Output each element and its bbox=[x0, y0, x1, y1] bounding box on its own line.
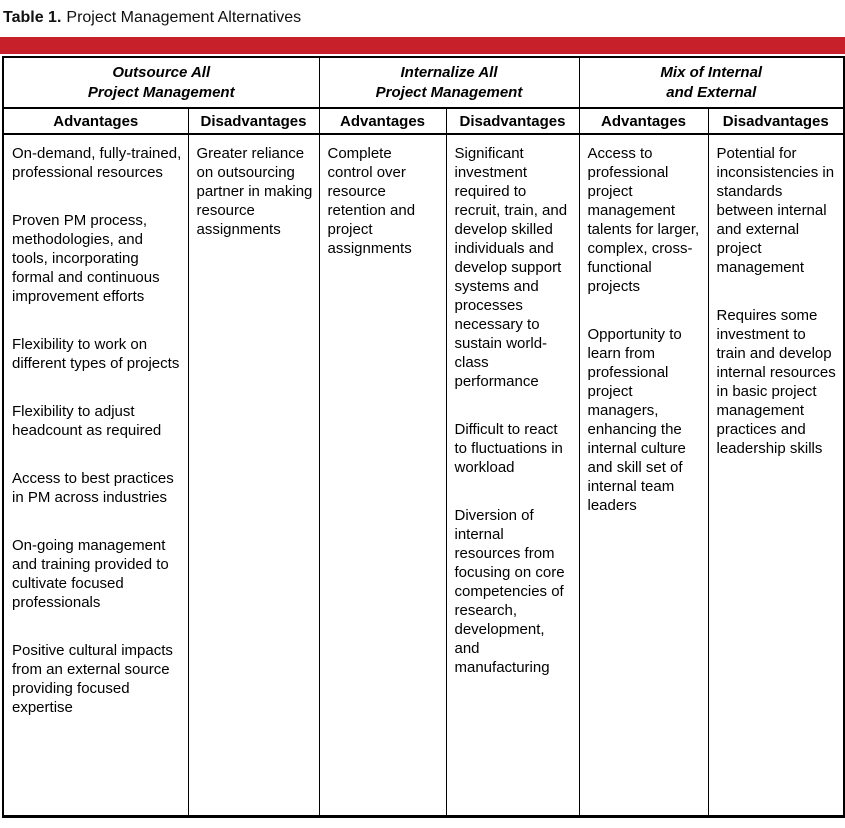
cell-paragraph: Flexibility to work on different types of projects bbox=[12, 336, 180, 372]
cell-outsource-advantages bbox=[3, 134, 188, 816]
cell-paragraph: Diversion of internal resources from focusing on core competencies of research, development, and manufacturing bbox=[454, 507, 565, 676]
cell-paragraph: On-going management and training provided to cultivate focused professionals bbox=[12, 537, 169, 611]
column-header-outsource-disadvantages: Disadvantages bbox=[188, 108, 319, 134]
cell-outsource-disadvantages bbox=[188, 134, 319, 816]
group-header-line1: Outsource All bbox=[112, 63, 211, 81]
column-header-mix-advantages: Advantages bbox=[579, 108, 708, 134]
column-header-internalize-advantages: Advantages bbox=[319, 108, 446, 134]
cell-paragraph: Potential for inconsistencies in standards between internal and external project management bbox=[716, 145, 835, 276]
table-title-text: Project Management Alternatives bbox=[66, 9, 302, 26]
page bbox=[0, 7, 845, 828]
column-header-mix-disadvantages: Disadvantages bbox=[708, 108, 844, 134]
cell-internalize-disadvantages bbox=[446, 134, 579, 816]
accent-bar bbox=[0, 37, 845, 54]
cell-paragraph: On-demand, fully-trained, professional resources bbox=[12, 145, 182, 181]
column-header-row bbox=[3, 108, 844, 134]
cell-paragraph: Proven PM process, methodologies, and tools, incorporating formal and continuous improvement efforts bbox=[12, 212, 160, 305]
group-header-internalize bbox=[319, 57, 579, 108]
pm-alternatives-table bbox=[2, 56, 845, 818]
cell-paragraph: Complete control over resource retention and project assignments bbox=[327, 145, 416, 257]
group-header-line1: Mix of Internal bbox=[660, 63, 763, 81]
group-header-line2: Project Management bbox=[87, 83, 235, 101]
table-number-label: Table 1. bbox=[3, 9, 62, 26]
group-header-line2: and External bbox=[666, 83, 757, 101]
column-header-internalize-disadvantages: Disadvantages bbox=[446, 108, 579, 134]
cell-paragraph: Access to professional project management talents for larger, complex, cross-functional projects bbox=[587, 145, 700, 295]
cell-mix-disadvantages bbox=[708, 134, 844, 816]
group-header-line2: Project Management bbox=[375, 83, 523, 101]
group-header-row bbox=[3, 57, 844, 108]
cell-paragraph: Greater reliance on outsourcing partner in making resource assignments bbox=[196, 145, 313, 238]
document-title bbox=[3, 7, 845, 28]
table-row bbox=[3, 134, 844, 816]
table-body bbox=[3, 134, 844, 816]
cell-paragraph: Flexibility to adjust headcount as required bbox=[12, 403, 162, 439]
cell-paragraph: Positive cultural impacts from an external source providing focused expertise bbox=[12, 642, 173, 716]
cell-paragraph: Opportunity to learn from professional project managers, enhancing the internal culture and skill set of internal team leaders bbox=[587, 326, 686, 514]
cell-paragraph: Difficult to react to fluctuations in workload bbox=[454, 421, 563, 476]
cell-paragraph: Requires some investment to train and develop internal resources in basic project management practices and leadership skills bbox=[716, 307, 836, 457]
cell-paragraph: Access to best practices in PM across industries bbox=[12, 470, 174, 506]
cell-internalize-advantages bbox=[319, 134, 446, 816]
table-head bbox=[3, 57, 844, 134]
group-header-line1: Internalize All bbox=[400, 63, 498, 81]
cell-paragraph: Significant investment required to recruit, train, and develop skilled individuals and develop support systems and processes necessary to sustain world-class performance bbox=[454, 145, 568, 390]
group-header-mix bbox=[579, 57, 844, 108]
cell-mix-advantages bbox=[579, 134, 708, 816]
column-header-outsource-advantages: Advantages bbox=[3, 108, 188, 134]
group-header-outsource bbox=[3, 57, 319, 108]
